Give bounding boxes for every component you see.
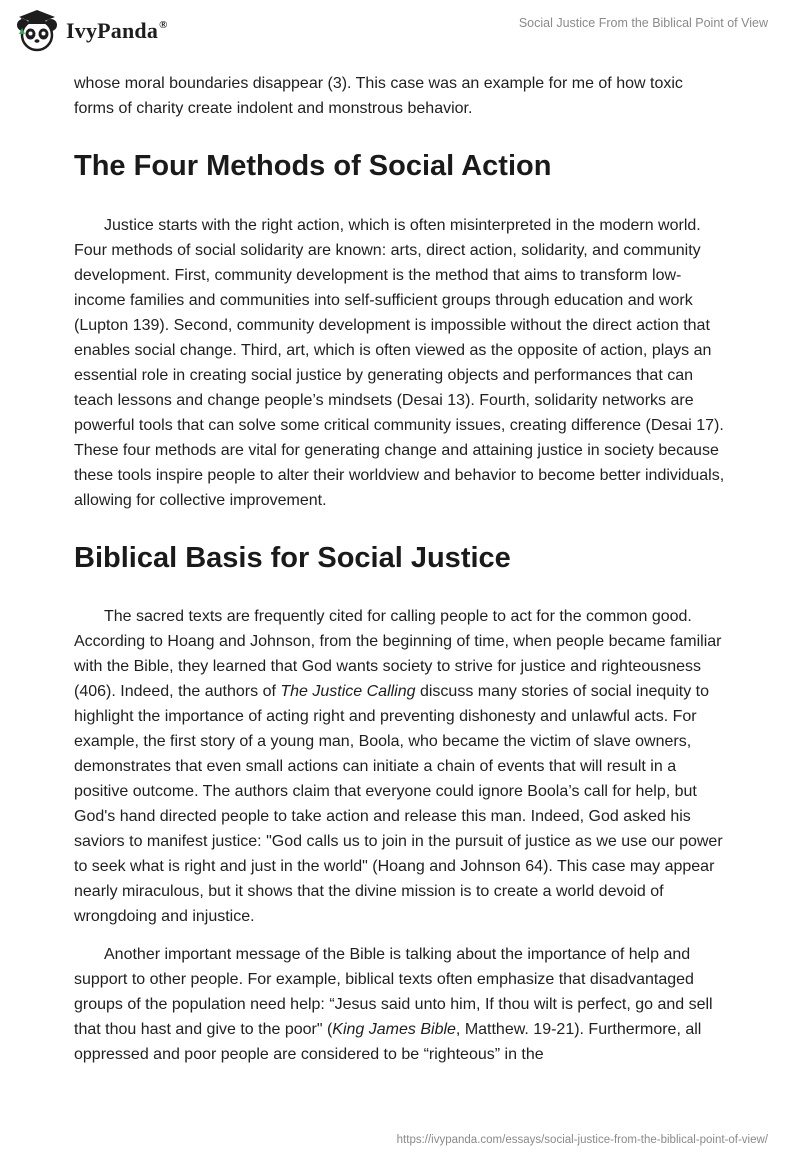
document-title: Social Justice From the Biblical Point of View [518, 16, 768, 30]
biblical-basis-paragraph-1: The sacred texts are frequently cited for calling people to act for the common good. According to Hoang and Johnson, from the beginning of time, when people became familiar with the Bible, they learned that God wants society to strive for justice and righteousness (406). Indeed, the authors of The Justice Calling discuss many stories of social inequity to highlight the importance of acting right and preventing dishonesty and unlawful acts. For example, the first story of a young man, Boola, who became the victim of slave owners, demonstrates that even small actions can initiate a chain of events that will result in a positive outcome. The authors claim that everyone could ignore Boola’s call for help, but God's hand directed people to take action and release this man. Indeed, God asked his saviors to manifest justice: "God calls us to join in the pursuit of justice as we use our power to seek what is right and just in the world" (Hoang and Johnson 64). This case may appear nearly miraculous, but it shows that the divine mission is to create a world devoid of wrongdoing and injustice. [74, 608, 723, 925]
brand-logo[interactable] [14, 8, 168, 54]
essay-body [74, 71, 726, 1067]
four-methods-paragraph: Justice starts with the right action, which is often misinterpreted in the modern world. Four methods of social solidarity are known: arts, direct action, solidarity, and community development. First, community development is the method that aims to transform low-income families and communities into self-sufficient groups through education and work (Lupton 139). Second, community development is impossible without the direct action that enables social change. Third, art, which is often viewed as the opposite of action, plays an essential role in creating social justice by generating objects and performances that can teach lessons and change people’s mindsets (Desai 13). Fourth, solidarity networks are powerful tools that can solve some critical community issues, creating difference (Desai 17). These four methods are vital for generating change and attaining justice in society because these tools inspire people to alter their worldview and behavior to become better individuals, allowing for collective improvement. [74, 217, 725, 509]
section-heading-biblical-basis: Biblical Basis for Social Justice [74, 542, 511, 574]
page-url[interactable]: https://ivypanda.com/essays/social-justice-from-the-biblical-point-of-view/ [396, 1134, 768, 1146]
intro-paragraph: whose moral boundaries disappear (3). This case was an example for me of how toxic forms of charity create indolent and monstrous behavior. [74, 75, 683, 117]
book-title-justice-calling: The Justice Calling [280, 683, 416, 700]
panda-graduate-icon [14, 8, 60, 54]
page-header [0, 0, 800, 64]
book-title-king-james-bible: King James Bible [332, 1021, 456, 1038]
biblical-basis-paragraph-2: Another important message of the Bible is talking about the importance of help and support to other people. For example, biblical texts often emphasize that disadvantaged groups of the population need help: “Jesus said unto him, If thou wilt is perfect, go and sell that thou hast and give to the poor" (King James Bible, Matthew. 19-21). Furthermore, all oppressed and poor people are considered to be “righteous” in the [74, 946, 713, 1063]
section-heading-four-methods: The Four Methods of Social Action [74, 150, 552, 182]
brand-name: IvyPanda® [66, 18, 168, 43]
